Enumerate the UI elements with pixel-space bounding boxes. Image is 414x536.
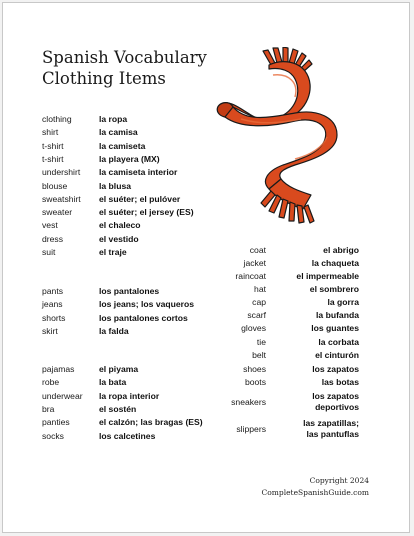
vocab-english: dress [42, 233, 64, 244]
vocab-spanish: deportivos [315, 402, 359, 412]
title-line-1: Spanish Vocabulary [42, 48, 207, 67]
vocab-english: bra [42, 403, 55, 414]
vocab-english: blouse [42, 180, 68, 191]
vocab-english: slippers [236, 423, 266, 434]
vocab-spanish: la bufanda [316, 310, 359, 320]
vocab-spanish: la bata [99, 377, 127, 388]
vocab-spanish: los zapatos [312, 391, 359, 401]
vocab-english: jeans [42, 299, 63, 310]
vocab-spanish: los zapatos [312, 364, 359, 374]
vocab-spanish: la chaqueta [311, 258, 359, 268]
vocab-english: skirt [42, 325, 58, 336]
vocab-english: gloves [241, 323, 266, 333]
vocab-english: pants [42, 286, 64, 296]
vocab-spanish: la camiseta [99, 140, 146, 151]
vocab-spanish: los pantalones cortos [99, 312, 188, 323]
vocab-english: underwear [42, 390, 83, 401]
vocab-english: jacket [243, 258, 266, 268]
vocab-english: clothing [42, 114, 72, 124]
vocab-spanish: la blusa [99, 180, 131, 191]
vocab-english: vest [42, 220, 58, 231]
vocab-english: belt [252, 350, 266, 360]
vocab-english: socks [42, 430, 64, 441]
vocab-english: hat [254, 284, 266, 294]
vocab-spanish: el calzón; las bragas (ES) [99, 417, 203, 428]
title-line-2: Clothing Items [42, 69, 166, 88]
vocab-english: tie [256, 337, 266, 347]
vocab-spanish: el suéter; el jersey (ES) [99, 207, 194, 218]
copyright [262, 475, 369, 499]
vocab-spanish: el sostén [99, 403, 137, 414]
copyright-line: Copyright 2024 [309, 476, 369, 485]
vocab-spanish: la ropa [99, 114, 128, 124]
vocab-spanish: la gorra [327, 297, 359, 307]
vocab-spanish: las zapatillas; [303, 418, 359, 428]
vocab-spanish: el suéter; el pulóver [99, 193, 181, 204]
vocab-english: undershirt [42, 167, 81, 178]
vocab-english: robe [42, 377, 60, 388]
vocab-english: t-shirt [42, 153, 64, 164]
vocab-spanish: la ropa interior [99, 390, 160, 401]
vocab-spanish: el traje [99, 247, 127, 257]
vocab-english: coat [249, 245, 266, 255]
vocab-english: pajamas [42, 364, 75, 374]
vocab-spanish: las pantuflas [306, 429, 359, 439]
page-title [42, 47, 207, 89]
vocab-spanish: la camisa [99, 127, 138, 138]
scarf-icon [211, 47, 361, 232]
vocab-spanish: la falda [99, 325, 129, 336]
vocab-english: raincoat [235, 271, 266, 281]
vocab-spanish: el abrigo [323, 245, 359, 255]
vocabulary-page [2, 2, 410, 533]
vocab-spanish: los pantalones [99, 286, 160, 296]
vocab-spanish: la camiseta interior [99, 167, 178, 178]
vocab-spanish: los jeans; los vaqueros [99, 299, 195, 310]
vocab-english: sweater [42, 207, 73, 218]
vocab-spanish: el sombrero [309, 284, 359, 294]
vocab-spanish: el vestido [99, 233, 139, 244]
vocab-english: panties [42, 417, 70, 428]
vocab-english: sweatshirt [42, 193, 81, 204]
vocab-english: sneakers [231, 396, 266, 407]
vocab-spanish: la corbata [318, 337, 359, 347]
vocab-english: scarf [247, 310, 266, 320]
vocab-english: suit [42, 247, 56, 257]
vocab-spanish: los calcetines [99, 430, 156, 441]
vocab-english: t-shirt [42, 140, 64, 151]
vocab-spanish: el piyama [99, 364, 139, 374]
vocab-spanish: los guantes [311, 323, 359, 333]
vocab-spanish: las botas [321, 377, 359, 387]
vocab-spanish: la playera (MX) [99, 153, 160, 164]
vocab-spanish: el cinturón [315, 350, 359, 360]
vocab-english: cap [252, 297, 266, 307]
vocab-spanish: el impermeable [296, 271, 359, 281]
vocab-spanish: el chaleco [99, 220, 141, 231]
vocab-english: shoes [243, 364, 266, 374]
vocab-english: shirt [42, 127, 59, 138]
copyright-website: CompleteSpanishGuide.com [261, 488, 369, 497]
vocab-english: shorts [42, 312, 66, 323]
vocab-english: boots [244, 377, 266, 387]
